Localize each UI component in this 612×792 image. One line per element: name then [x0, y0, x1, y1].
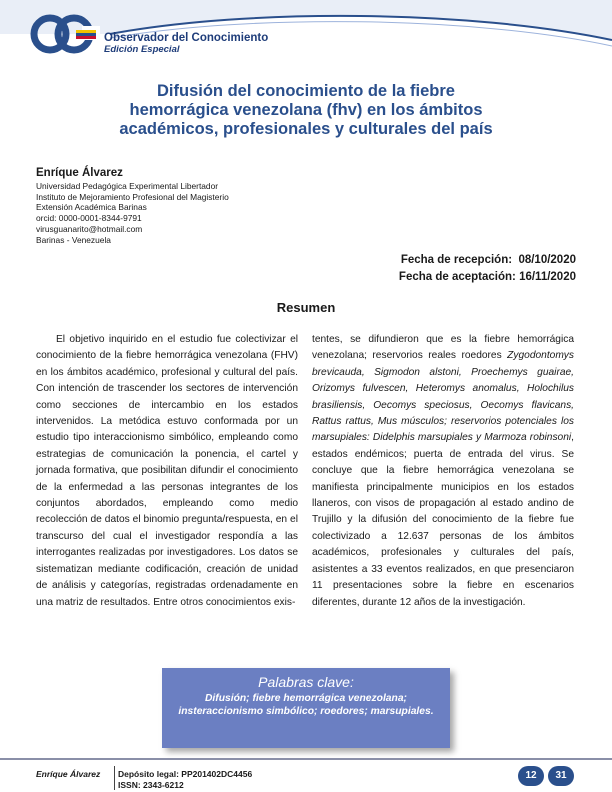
keywords-text: Difusión; fiebre hemorrágica venezolana; insteraccionismo simbólico; roedores; marsupiales.: [178, 693, 434, 717]
abstract-text: , estados endémicos; puerta de entrada del virus. Se concluye que la fiebre hemorrágica venezolana se manifiesta principalmente municipios en los estados llaneros, con visos de propagación al estado andino de Trujillo y la difusión del conocimiento de la fiebre fue colectivizado a 12.637 personas de los ámbitos académicos, profesionales y culturales del país, asistentes a 33 eventos realizados, en que presenciaron 11 presentaciones sobre la fiebre en escenarios diferentes, durante 12 años de la investigación.: [312, 432, 574, 608]
dates-block: [399, 252, 576, 286]
page-indicator: [518, 766, 578, 786]
keywords-title: Palabras clave:: [258, 674, 354, 690]
footer-separator: [114, 766, 115, 790]
footer-divider: [0, 758, 612, 760]
footer-author: Enríque Álvarez: [36, 769, 101, 779]
journal-subtitle: Edición Especial: [104, 44, 180, 55]
abstract-left-column: El objetivo inquirido en el estudio fue colectivizar el conocimiento de la fiebre hemorrágica venezolana (FHV) en los ámbitos académico, profesional y cultural del país. Con intención de trascender los sectores de intervención como secciones de intercambio en los estados intervenidos. La metódica estuvo conformada por un estudio tipo interaccionismo simbólico, empleando como estrategias de comunicación la ponencia, el cartel y jornada formativa, que posibilitan difundir el conocimiento de la enfermedad a las personas integrantes de los conjuntos abordados, empleando como medio recolección de datos el binomio pregunta/respuesta, en el transcurso del cual el investigador respondía a las interrogantes realizadas por investigadores. Los datos se sistematizan mediante codificación, creación de unidad de análisis y categorías, registradas ordenadamente en una matriz de resultados. Entre otros conocimientos exis-: [36, 334, 298, 608]
orcid: orcid: 0000-0001-8344-9791: [36, 213, 142, 224]
author-location: Barinas - Venezuela: [36, 234, 111, 245]
affiliation-line: Extensión Académica Barinas: [36, 202, 147, 213]
accepted-date: Fecha de aceptación: 16/11/2020: [398, 271, 576, 283]
keywords-box: [162, 668, 450, 748]
abstract-right-column: [312, 332, 574, 611]
article-title-line: hemorrágica venezolana (fhv) en los ámbitos: [129, 101, 483, 119]
affiliation-line: Instituto de Mejoramiento Profesional del Magisterio: [36, 191, 229, 202]
journal-logo: [30, 8, 100, 58]
issn: ISSN: 2343-6212: [118, 780, 184, 790]
article-title: [70, 82, 542, 139]
abstract-heading: Resumen: [276, 300, 336, 315]
deposit-legal: Depósito legal: PP201402DC4456: [118, 769, 253, 779]
species-list: Zygodontomys brevicauda, Sigmodon alstoni, Proechemys guairae, Orizomys fulvescen, Heteromys anomalus, Holochilus brasiliensis, Oecomys speciosus, Oecomys flavicans, Rattus rattus, Mus músculos; reservorios potenciales los marsupiales: Didelphis marsupiales y Marmoza robinsoni: [312, 350, 574, 444]
abstract-text: tentes, se difundieron que es la fiebre hemorrágica venezolana; reservorios reales roedores: [312, 334, 574, 362]
page-current: 12: [518, 766, 544, 786]
article-title-line: académicos, profesionales y culturales del país: [119, 120, 493, 138]
author-name: Enríque Álvarez: [36, 167, 123, 179]
journal-title: Observador del Conocimiento: [104, 32, 269, 44]
received-date: Fecha de recepción: 08/10/2020: [400, 254, 576, 266]
affiliation-line: Universidad Pedagógica Experimental Libertador: [36, 181, 219, 191]
author-email: virusguanarito@hotmail.com: [36, 223, 143, 234]
page-total: 31: [548, 766, 574, 786]
author-affiliation: [36, 181, 229, 245]
article-title-line: Difusión del conocimiento de la fiebre: [157, 82, 455, 100]
footer-legal: [118, 769, 252, 791]
